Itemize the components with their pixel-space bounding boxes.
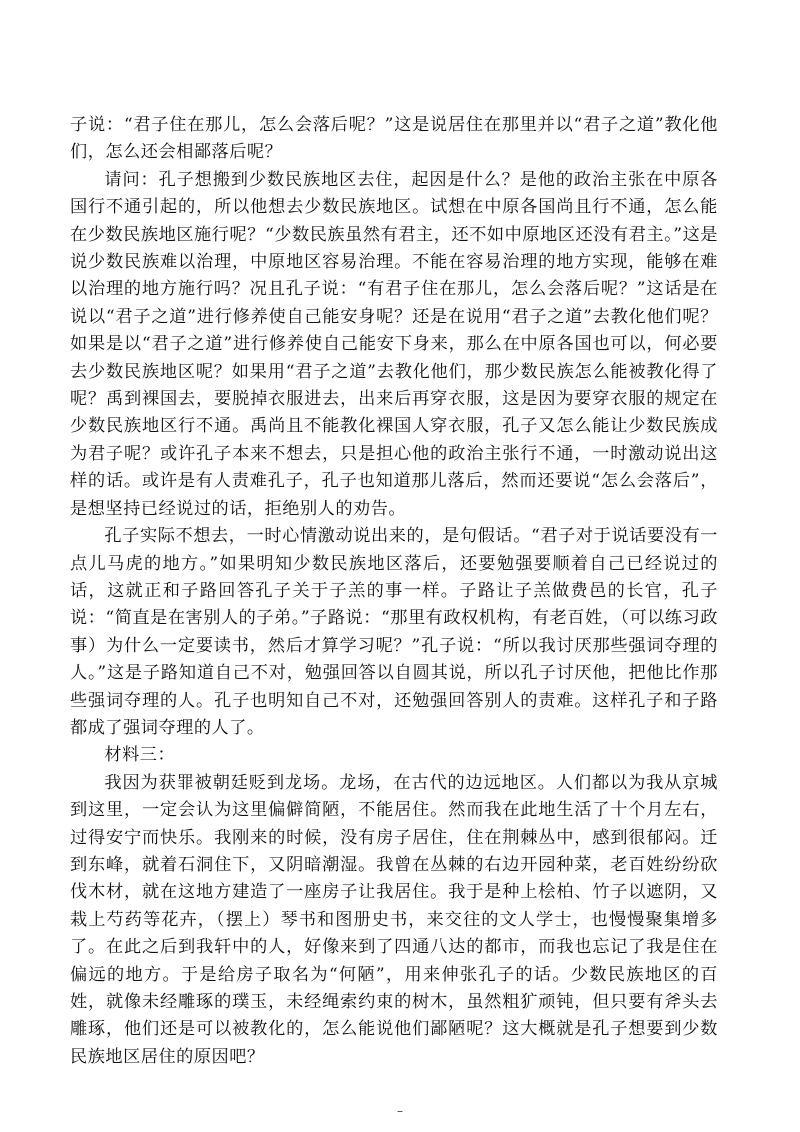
paragraph-analysis: 孔子实际不想去，一时心情激动说出来的，是句假话。“君子对于说话要没有一点儿马虎的地方。”如果明知少数民族地区落后，还要勉强要顺着自己已经说过的话，这就正和子路回答孔子关于子羔的事一样。子路让子羔做费邑的长官，孔子说：“简直是在害别人的子弟。”子路说：“那里有政权机构，有老百姓，（可以练习政事）为什么一定要读书，然后才算学习呢？”孔子说：“所以我讨厌那些强词夺理的人。”这是子路知道自己不对，勉强回答以自圆其说，所以孔子讨厌他，把他比作那些强词夺理的人。孔子也明知自己不对，还勉强回答别人的责难。这样孔子和子路都成了强词夺理的人了。: [70, 526, 718, 738]
paragraph-continuation: 子说：“君子住在那儿，怎么会落后呢？”这是说居住在那里并以“君子之道”教化他们，怎么还会相鄙落后呢？: [70, 115, 718, 163]
paragraph-material-three: 我因为获罪被朝廷贬到龙场。龙场，在古代的边远地区。人们都以为我从京城到这里，一定会认为这里偏僻简陋，不能居住。然而我在此地生活了十个月左右，过得安宁而快乐。我刚来的时候，没有房子居住，住在荆棘丛中，感到很郁闷。迁到东峰，就着石洞住下，又阴暗潮湿。我曾在丛棘的右边开园种菜，老百姓纷纷砍伐木材，就在这地方建造了一座房子让我居住。我于是种上桧柏、竹子以遮阴，又栽上芍药等花卉，（摆上）琴书和图册史书，来交往的文人学士，也慢慢聚集增多了。在此之后到我轩中的人，好像来到了四通八达的都市，而我也忘记了我是住在偏远的地方。于是给房子取名为“何陋”，用来伸张孔子的话。少数民族地区的百姓，就像未经雕琢的璞玉，未经绳索约束的树木，虽然粗犷顽钝，但只要有斧头去雕琢，他们还是可以被教化的，怎么能说他们鄙陋呢？这大概就是孔子想要到少数民族地区居住的原因吧？: [70, 772, 718, 1067]
page-footer: –: [397, 1104, 403, 1118]
paragraph-question: 请问：孔子想搬到少数民族地区去住，起因是什么？是他的政治主张在中原各国行不通引起的，所以他想去少数民族地区。试想在中原各国尚且行不通，怎么能在少数民族地区施行呢？“少数民族虽然有君主，还不如中原地区还没有君主。”这是说少数民族难以治理，中原地区容易治理。不能在容易治理的地方实现，能够在难以治理的地方施行吗？况且孔子说：“有君子住在那儿，怎么会落后呢？”这话是在说以“君子之道”进行修养使自己能安身呢？还是在说用“君子之道”去教化他们呢？如果是以“君子之道”进行修养使自己能安下身来，那么在中原各国也可以，何必要去少数民族地区呢？如果用“君子之道”去教化他们，那少数民族怎么能被教化得了呢？禹到裸国去，要脱掉衣服进去，出来后再穿衣服，这是因为要穿衣服的规定在少数民族地区行不通。禹尚且不能教化裸国人穿衣服，孔子又怎么能让少数民族成为君子呢？或许孔子本来不想去，只是担心他的政治主张行不通，一时激动说出这样的话。或许是有人责难孔子，孔子也知道那儿落后，然而还要说“怎么会落后”，是想坚持已经说过的话，拒绝别人的劝告。: [70, 169, 718, 519]
document-body: [70, 112, 718, 1071]
section-heading: 材料三：: [104, 745, 176, 766]
